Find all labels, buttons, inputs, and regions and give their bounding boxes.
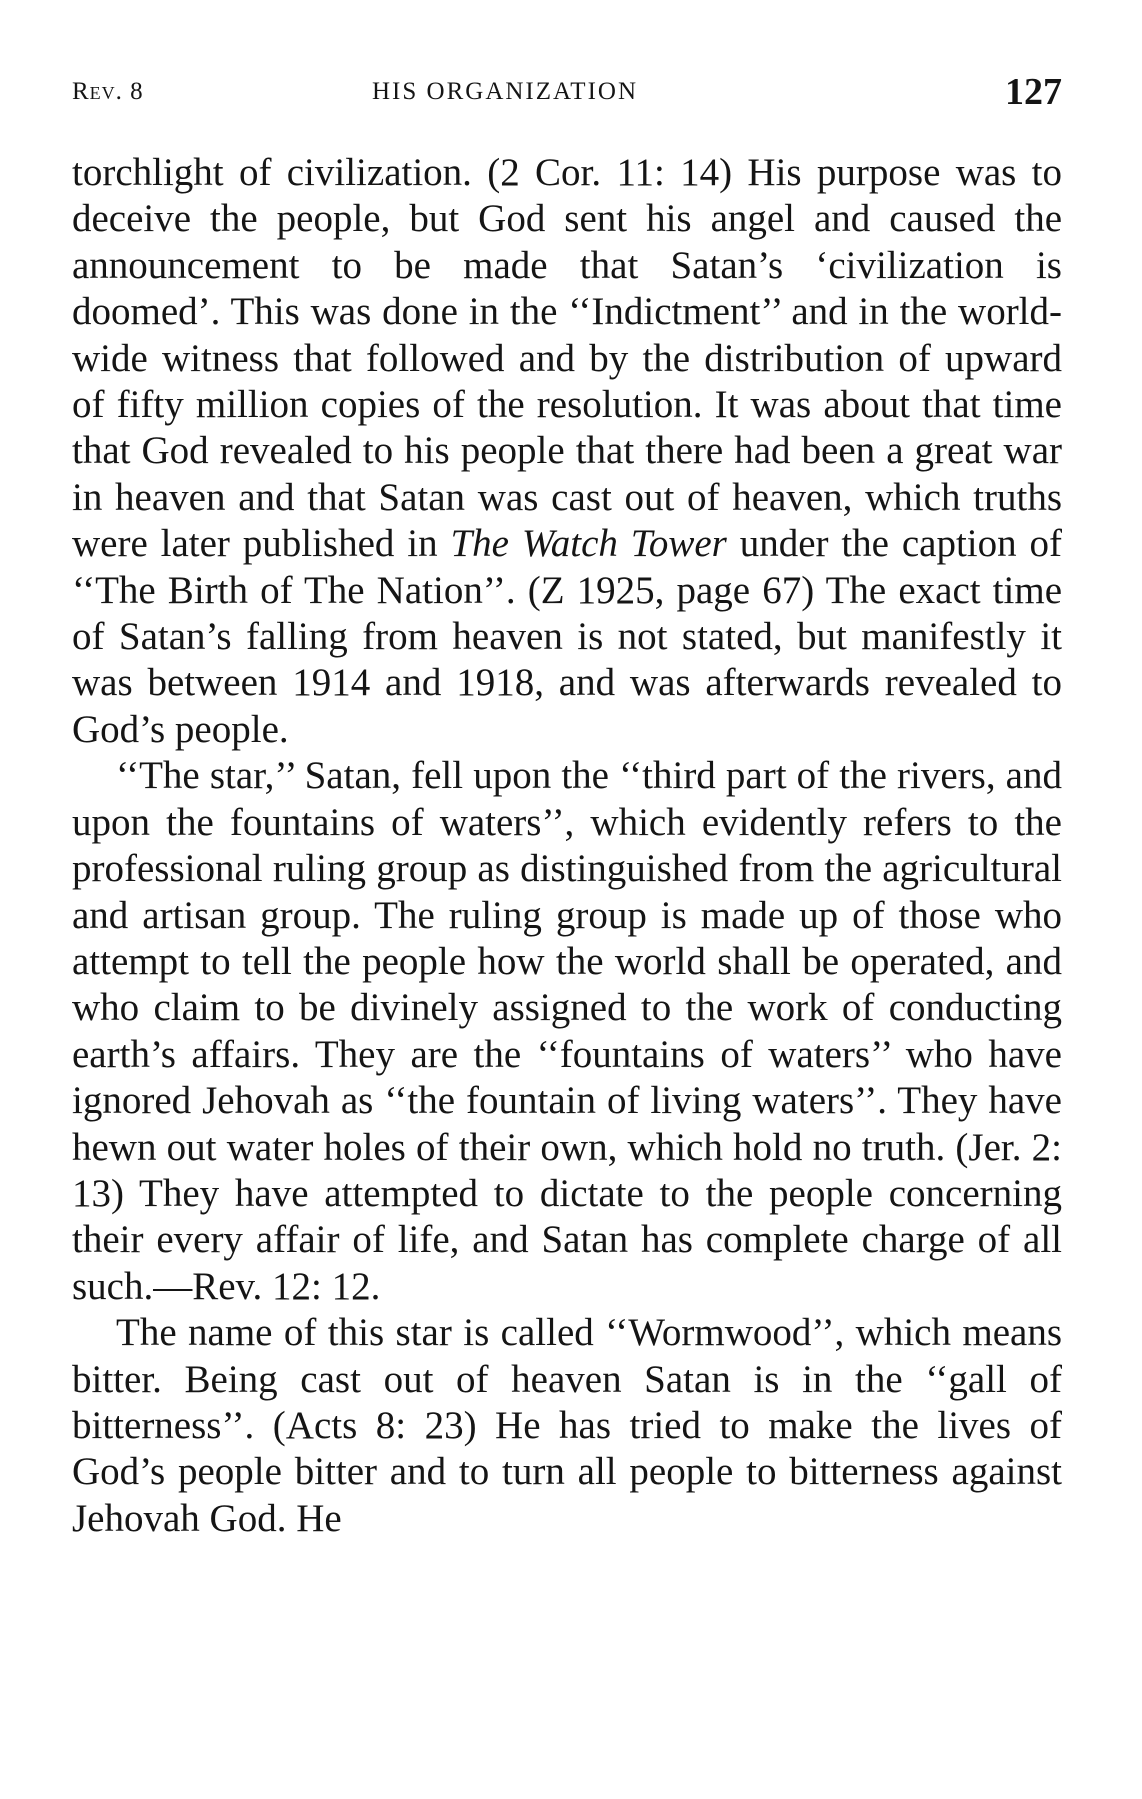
paragraph-3: The name of this star is called ‘‘Wormwood’’, which means bitter. Being cast out of heaven Satan is in the ‘‘gall of bitterness’’. (Acts 8: 23) He has tried to make the lives of God’s people bitter and to turn all people to bitterness against Jehovah God. He [72, 1311, 1062, 1540]
page-number: 127 [1005, 71, 1062, 113]
body-text [72, 150, 1062, 1542]
paragraph-2: ‘‘The star,’’ Satan, fell upon the ‘‘third part of the rivers, and upon the fountains of waters’’, which evidently refers to the professional ruling group as distinguished from the agricultural and artisan group. The ruling group is made up of those who attempt to tell the people how the world shall be operated, and who claim to be divinely assigned to the work of conducting earth’s affairs. They are the ‘‘fountains of waters’’ who have ignored Jehovah as ‘‘the fountain of living waters’’. They have hewn out water holes of their own, which hold no truth. (Jer. 2: 13) They have attempted to dictate to the people concerning their every affair of life, and Satan has complete charge of all such.—Rev. 12: 12. [72, 754, 1062, 1308]
paragraph-1-text-end: under the caption of ‘‘The Birth of The Nation’’. (Z 1925, page 67) The exact time of Satan’s falling from heaven is not stated, but manifestly it was between 1914 and 1918, and was afterwards revealed to God’s people. [72, 522, 1062, 751]
paragraph-1 [72, 150, 1062, 753]
running-head [72, 71, 1062, 120]
running-head-section: Rev. 8 [72, 78, 144, 105]
publication-title: The Watch Tower [450, 522, 727, 566]
paragraph-1-text-start: torchlight of civilization. (2 Cor. 11: 14) His purpose was to deceive the people, but God sent his angel and caused the announcement to be made that Satan’s ‘civilization is doomed’. This was done in the ‘‘Indictment’’ and in the world-wide witness that followed and by the distribution of upward of fifty million copies of the resolution. It was about that time that God revealed to his people that there had been a great war in heaven and that Satan was cast out of heaven, which truths were later published in [72, 151, 1062, 566]
running-head-title: HIS ORGANIZATION [372, 78, 639, 105]
